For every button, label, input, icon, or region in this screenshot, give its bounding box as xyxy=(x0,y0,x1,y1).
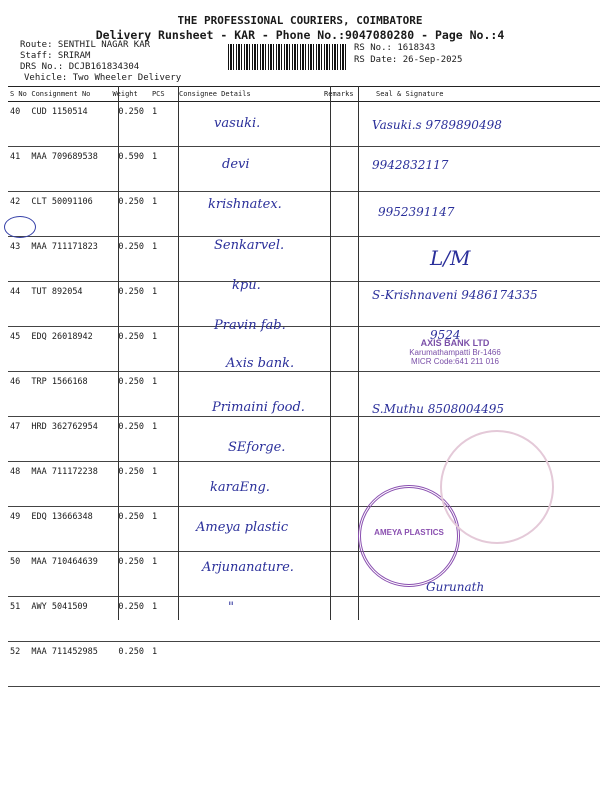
col-sno: S No xyxy=(8,87,29,102)
cell-weight: 0.250 xyxy=(110,597,149,642)
cell-weight: 0.590 xyxy=(110,147,149,192)
cell-pcs: 1 xyxy=(150,327,177,372)
cell-remarks xyxy=(322,192,356,237)
runsheet-subtitle: Delivery Runsheet - KAR - Phone No.:9047080280 - Page No.:4 xyxy=(95,28,505,42)
table-body xyxy=(8,102,600,687)
cell-remarks xyxy=(322,417,356,462)
faint-stamp-impression xyxy=(440,430,554,544)
handwritten-consignee: krishnatex. xyxy=(208,197,282,212)
cell-pcs: 1 xyxy=(150,102,177,147)
cell-consignment-no: MAA 711172238 xyxy=(29,462,110,507)
cell-signature xyxy=(356,237,600,282)
handwritten-signature: 9524 xyxy=(430,328,461,342)
cell-consignment-no: MAA 711452985 xyxy=(29,642,110,687)
table-row xyxy=(8,147,600,192)
cell-pcs: 1 xyxy=(150,507,177,552)
cell-remarks xyxy=(322,642,356,687)
table-row xyxy=(8,192,600,237)
cell-consignment-no: HRD 362762954 xyxy=(29,417,110,462)
runsheet-table xyxy=(8,86,600,687)
col-pcs: PCS xyxy=(150,87,177,102)
cell-consignment-no: TUT 892054 xyxy=(29,282,110,327)
axis-stamp-line3: MICR Code:641 211 016 xyxy=(411,357,499,366)
handwritten-signature: 9942832117 xyxy=(372,158,449,172)
cell-weight: 0.250 xyxy=(110,327,149,372)
staff-label: Staff: SRIRAM xyxy=(20,51,91,61)
cell-sno: 41 xyxy=(8,147,29,192)
cell-signature xyxy=(356,597,600,642)
cell-weight: 0.250 xyxy=(110,642,149,687)
table-header-row xyxy=(8,87,600,102)
cell-sno: 46 xyxy=(8,372,29,417)
ameya-seal-text: AMEYA PLASTICS xyxy=(374,528,444,537)
cell-consignment-no: MAA 710464639 xyxy=(29,552,110,597)
cell-weight: 0.250 xyxy=(110,282,149,327)
cell-weight: 0.250 xyxy=(110,507,149,552)
cell-remarks xyxy=(322,237,356,282)
handwritten-consignee: SEforge. xyxy=(228,440,286,455)
cell-pcs: 1 xyxy=(150,282,177,327)
company-title: THE PROFESSIONAL COURIERS, COIMBATORE xyxy=(177,14,423,27)
cell-sno: 49 xyxy=(8,507,29,552)
cell-remarks xyxy=(322,597,356,642)
handwritten-signature: Vasuki.s 9789890498 xyxy=(372,118,502,132)
cell-pcs: 1 xyxy=(150,642,177,687)
cell-remarks xyxy=(322,507,356,552)
row-43-circle-mark xyxy=(4,216,36,238)
column-divider xyxy=(178,86,179,620)
cell-weight: 0.250 xyxy=(110,462,149,507)
cell-sno: 47 xyxy=(8,417,29,462)
cell-consignment-no: EDQ 13666348 xyxy=(29,507,110,552)
col-remarks: Remarks xyxy=(322,87,356,102)
rs-number: RS No.: 1618343 xyxy=(354,43,436,53)
cell-consignment-no: MAA 711171823 xyxy=(29,237,110,282)
cell-sno: 52 xyxy=(8,642,29,687)
col-weight: Weight xyxy=(110,87,149,102)
col-consignment: Consignment No xyxy=(29,87,110,102)
cell-sno: 50 xyxy=(8,552,29,597)
handwritten-consignee: Axis bank. xyxy=(226,356,295,371)
handwritten-consignee: devi xyxy=(222,157,250,172)
handwritten-consignee: karaEng. xyxy=(210,480,270,495)
table-row xyxy=(8,237,600,282)
handwritten-signature: L/M xyxy=(430,246,471,270)
cell-consignment-no: CUD 1150514 xyxy=(29,102,110,147)
handwritten-consignee: Senkarvel. xyxy=(214,238,285,253)
cell-remarks xyxy=(322,282,356,327)
cell-weight: 0.250 xyxy=(110,192,149,237)
axis-stamp-line1: AXIS BANK LTD xyxy=(420,338,490,348)
column-divider xyxy=(330,86,331,620)
cell-consignment-no: CLT 50091106 xyxy=(29,192,110,237)
handwritten-consignee: Primaini food. xyxy=(212,400,305,415)
rs-date: RS Date: 26-Sep-2025 xyxy=(354,55,463,65)
cell-pcs: 1 xyxy=(150,147,177,192)
cell-remarks xyxy=(322,327,356,372)
cell-sno: 44 xyxy=(8,282,29,327)
cell-pcs: 1 xyxy=(150,597,177,642)
table-row xyxy=(8,102,600,147)
handwritten-signature: S.Muthu 8508004495 xyxy=(372,402,505,416)
handwritten-signature: 9952391147 xyxy=(378,205,455,219)
handwritten-consignee: " xyxy=(228,600,234,615)
cell-weight: 0.250 xyxy=(110,372,149,417)
cell-pcs: 1 xyxy=(150,237,177,282)
table-row xyxy=(8,552,600,597)
cell-remarks xyxy=(322,552,356,597)
cell-consignment-no: MAA 709689538 xyxy=(29,147,110,192)
handwritten-consignee: Ameya plastic xyxy=(196,520,289,535)
barcode xyxy=(228,44,348,70)
handwritten-consignee: kpu. xyxy=(232,278,261,293)
cell-consignment-no: EDQ 26018942 xyxy=(29,327,110,372)
cell-consignee xyxy=(177,597,322,642)
col-consignee: Consignee Details xyxy=(177,87,322,102)
cell-sno: 51 xyxy=(8,597,29,642)
col-signature: Seal & Signature xyxy=(356,87,600,102)
cell-weight: 0.250 xyxy=(110,417,149,462)
handwritten-consignee: Arjunanature. xyxy=(202,560,294,575)
cell-consignment-no: AWY 5041509 xyxy=(29,597,110,642)
cell-sno: 40 xyxy=(8,102,29,147)
cell-pcs: 1 xyxy=(150,462,177,507)
handwritten-signature: Gurunath xyxy=(426,580,485,594)
axis-bank-stamp xyxy=(395,338,515,382)
cell-sno: 48 xyxy=(8,462,29,507)
cell-signature xyxy=(356,642,600,687)
cell-weight: 0.250 xyxy=(110,552,149,597)
cell-remarks xyxy=(322,372,356,417)
vehicle-label: Vehicle: Two Wheeler Delivery xyxy=(24,73,182,83)
cell-weight: 0.250 xyxy=(110,102,149,147)
handwritten-consignee: Pravin fab. xyxy=(214,318,286,333)
table-row xyxy=(8,597,600,642)
drs-number: DRS No.: DCJB161834304 xyxy=(20,62,140,72)
handwritten-consignee: vasuki. xyxy=(214,116,261,131)
cell-sno: 42 xyxy=(8,192,29,237)
cell-weight: 0.250 xyxy=(110,237,149,282)
table-row xyxy=(8,642,600,687)
cell-sno: 45 xyxy=(8,327,29,372)
handwritten-signature: S-Krishnaveni 9486174335 xyxy=(372,288,538,302)
cell-pcs: 1 xyxy=(150,372,177,417)
cell-consignee xyxy=(177,642,322,687)
cell-remarks xyxy=(322,102,356,147)
cell-remarks xyxy=(322,462,356,507)
axis-stamp-line2: Karumathampatti Br-1466 xyxy=(409,348,501,357)
cell-pcs: 1 xyxy=(150,417,177,462)
cell-pcs: 1 xyxy=(150,552,177,597)
cell-sno: 43 xyxy=(8,237,29,282)
cell-consignment-no: TRP 1566168 xyxy=(29,372,110,417)
cell-pcs: 1 xyxy=(150,192,177,237)
cell-remarks xyxy=(322,147,356,192)
route-label: Route: SENTHIL NAGAR KAR xyxy=(20,40,151,50)
column-divider xyxy=(118,86,119,620)
